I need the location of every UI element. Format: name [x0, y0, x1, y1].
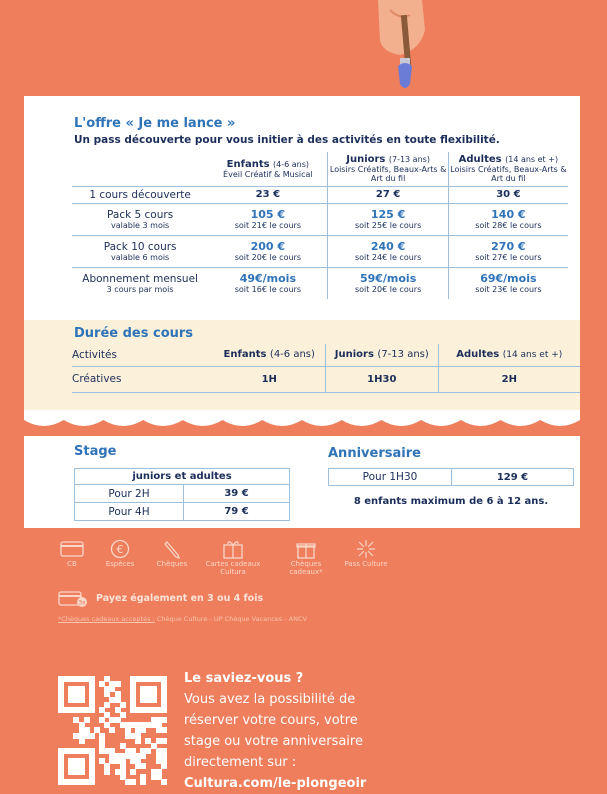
payment-footnote: [58, 615, 307, 623]
footnote-link[interactable]: *Chèques cadeaux acceptés :: [58, 615, 155, 623]
duration: 1H30: [326, 366, 439, 392]
info-block: [184, 668, 404, 794]
qr-module: [161, 738, 167, 744]
price: 39 €: [184, 485, 290, 503]
duration: 2H: [438, 366, 580, 392]
price: 105 €: [250, 208, 286, 221]
col-name: Juniors: [346, 154, 386, 166]
qr-module: [109, 727, 115, 733]
anniversaire-title: Anniversaire: [328, 446, 421, 461]
qr-module: [130, 779, 136, 785]
price: 270 €: [491, 240, 526, 253]
footnote-text: Chèque Culture - UP Chèque Vacances - ANCV: [154, 615, 307, 623]
row-label: Pour 1H30: [362, 471, 418, 483]
qr-module: [151, 697, 157, 703]
price-detail: soit 20€ le cours: [354, 285, 422, 295]
payment-cheques: [150, 538, 194, 568]
qr-module: [120, 712, 126, 718]
price: 23 €: [208, 186, 328, 203]
col-name: Enfants: [223, 349, 267, 361]
row-label: 1 cours découverte: [72, 186, 208, 203]
qr-module: [161, 779, 167, 785]
qr-module: [84, 717, 90, 723]
col-name: Juniors: [334, 349, 374, 361]
table-row: [72, 366, 580, 392]
qr-module: [79, 769, 85, 775]
offer-col-adultes: [448, 152, 568, 186]
svg-text:3x: 3x: [78, 599, 86, 607]
info-link[interactable]: Cultura.com/le-plongeoir: [184, 776, 367, 791]
price-detail: soit 20€ le cours: [234, 253, 301, 262]
col-age: (4-6 ans): [269, 349, 315, 361]
table-row: [329, 469, 574, 486]
price: 49€/mois: [239, 272, 297, 286]
euro-coin-icon: [107, 538, 133, 560]
offer-table: [72, 152, 568, 299]
duree-header-label: Activités: [72, 348, 117, 361]
qr-module: [140, 727, 146, 733]
price: 200 €: [250, 240, 286, 253]
price: 79 €: [184, 503, 290, 521]
table-row: [72, 235, 568, 267]
col-age: (14 ans et +): [505, 155, 559, 165]
payment-label: Cartes cadeaux Cultura: [205, 560, 261, 576]
row-label: Pack 5 cours: [107, 208, 174, 221]
stage-header: juniors et adultes: [132, 471, 232, 482]
table-row: [72, 186, 568, 203]
offer-subtitle: Un pass découverte pour vous initier à des activités en toute flexibilité.: [74, 134, 500, 146]
price: 140 €: [491, 208, 526, 221]
row-label: Pour 4H: [108, 505, 150, 518]
qr-module: [104, 769, 110, 775]
col-age: (7-13 ans): [388, 155, 430, 165]
duree-col-enfants: [213, 344, 325, 366]
price-detail: soit 23€ le cours: [475, 285, 542, 295]
payment-label: Pass Culture: [344, 560, 388, 568]
price-detail: soit 21€ le cours: [234, 221, 301, 230]
stage-table: [74, 468, 290, 521]
info-line: stage ou votre anniversaire: [184, 734, 363, 749]
qr-module: [161, 707, 167, 713]
payment-cheques-cadeaux: [278, 538, 334, 576]
duree-col-juniors: [326, 344, 439, 366]
qr-module: [79, 697, 85, 703]
offer-title: L'offre « Je me lance »: [74, 116, 236, 131]
qr-module: [104, 702, 110, 708]
duree-table: [72, 344, 580, 393]
duree-panel: [24, 320, 580, 414]
qr-module: [115, 681, 121, 687]
qr-module: [140, 763, 146, 769]
info-heading: Le saviez-vous ?: [184, 671, 304, 686]
price: 69€/mois: [480, 272, 537, 286]
stage-title: Stage: [74, 444, 117, 459]
price-detail: soit 25€ le cours: [354, 221, 422, 230]
payment-cb: [52, 538, 92, 568]
pass-culture-icon: [353, 538, 379, 560]
hand-paintbrush-illustration: [370, 0, 440, 95]
price: 240 €: [370, 240, 406, 253]
price-detail: soit 16€ le cours: [234, 285, 301, 295]
price: 59€/mois: [359, 272, 417, 286]
payment-methods: [52, 538, 392, 586]
payment-label: Chèques: [156, 560, 188, 568]
payment-especes: [98, 538, 142, 568]
qr-module: [140, 779, 146, 785]
table-row: [72, 267, 568, 299]
price-detail: soit 27€ le cours: [475, 253, 542, 262]
info-line: Vous avez la possibilité de: [184, 692, 356, 707]
qr-module: [135, 738, 141, 744]
payment-label: Chèques cadeaux*: [289, 560, 323, 576]
payment-pass-culture: [342, 538, 390, 568]
row-sub: valable 3 mois: [110, 220, 170, 230]
duree-col-adultes: [438, 344, 580, 366]
anniversaire-note: 8 enfants maximum de 6 à 12 ans.: [353, 496, 549, 507]
info-line: réserver votre cours, votre: [184, 713, 358, 728]
offer-col-enfants: [208, 152, 328, 186]
offer-col-juniors: [328, 152, 448, 186]
col-name: Adultes: [456, 349, 500, 361]
qr-code[interactable]: [58, 676, 166, 784]
svg-text:€: €: [116, 543, 124, 556]
qr-module: [79, 738, 85, 744]
table-row: [75, 485, 290, 503]
qr-module: [130, 769, 136, 775]
price: 27 €: [328, 186, 448, 203]
col-name: Enfants: [226, 158, 270, 170]
price-detail: soit 28€ le cours: [475, 221, 542, 230]
col-desc: Loisirs Créatifs, Beaux-Arts & Art du fil: [329, 165, 447, 184]
anniversaire-table: [328, 468, 574, 486]
row-label: Pack 10 cours: [103, 240, 177, 253]
stage-panel: [24, 436, 580, 528]
row-label: Pour 2H: [108, 487, 150, 500]
col-desc: Loisirs Créatifs, Beaux-Arts & Art du fil: [450, 165, 567, 184]
offer-panel: [24, 96, 580, 320]
installments-text: Payez également en 3 ou 4 fois: [96, 593, 264, 604]
installments-icon: [58, 590, 88, 608]
payment-label: CB: [67, 560, 77, 568]
table-row: [75, 503, 290, 521]
price-detail: soit 24€ le cours: [354, 253, 422, 262]
col-age: (7-13 ans): [377, 349, 429, 361]
col-name: Adultes: [458, 154, 502, 166]
row-label: Abonnement mensuel: [82, 272, 198, 285]
table-row: [72, 203, 568, 235]
pen-icon: [159, 538, 185, 560]
qr-module: [120, 702, 126, 708]
qr-module: [89, 779, 95, 785]
qr-module: [89, 707, 95, 713]
row-sub: 3 cours par mois: [106, 284, 174, 294]
col-age: (4-6 ans): [273, 159, 310, 169]
qr-module: [161, 763, 167, 769]
row-sub: valable 6 mois: [110, 252, 170, 262]
wave-divider: [24, 410, 580, 432]
credit-card-icon: [59, 538, 85, 560]
info-line: directement sur :: [184, 755, 297, 770]
col-age: (14 ans et +): [502, 350, 563, 361]
gift-icon: [293, 538, 319, 560]
qr-module: [161, 727, 167, 733]
gift-card-icon: [220, 538, 246, 560]
price: 129 €: [452, 469, 574, 486]
qr-module: [145, 748, 151, 754]
payment-label: Espèces: [105, 560, 135, 568]
qr-module: [89, 733, 95, 739]
col-desc: Éveil Créatif & Musical: [223, 169, 313, 179]
row-label: Créatives: [72, 373, 122, 385]
payment-cartes-cadeaux: [202, 538, 264, 576]
qr-module: [140, 753, 146, 759]
duree-title: Durée des cours: [74, 326, 194, 341]
duration: 1H: [261, 373, 277, 385]
qr-module: [161, 717, 167, 723]
price: 125 €: [370, 208, 406, 221]
price: 30 €: [448, 186, 568, 203]
